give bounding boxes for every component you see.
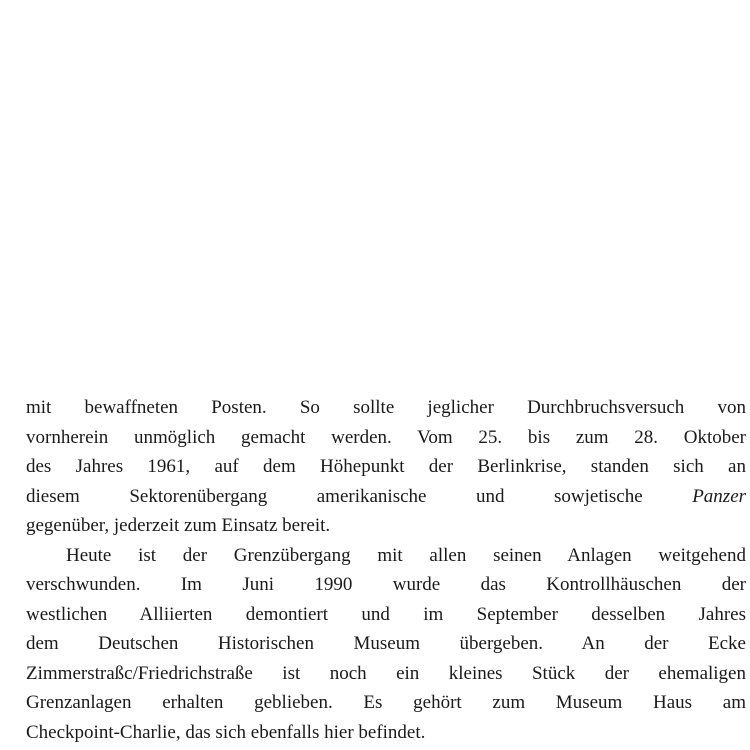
text-line: gegenüber, jederzeit zum Einsatz bereit.	[26, 515, 331, 536]
text-segment: diesem Sektorenübergang amerikanische und sowjetische	[26, 485, 643, 507]
text-line: vornherein unmöglich gemacht werden. Vom 25. bis zum 28. Oktober	[26, 426, 746, 448]
text-line: Zimmerstraßc/Friedrichstraße ist noch ein kleines Stück der ehemaligen	[26, 662, 746, 684]
italic-word: Panzer	[692, 485, 747, 507]
paragraph-2	[26, 541, 746, 748]
text-line: mit bewaffneten Posten. So sollte jeglicher Durchbruchsversuch von	[26, 397, 746, 418]
paragraph-1	[26, 393, 746, 541]
text-line: Grenzanlagen erhalten geblieben. Es gehört zum Museum Haus am	[26, 692, 746, 713]
text-line: Checkpoint-Charlie, das sich ebenfalls hier befindet.	[26, 721, 426, 743]
body-text	[26, 393, 746, 747]
text-line: westlichen Alliierten demontiert und im September desselben Jahres	[26, 603, 746, 625]
text-line: Heute ist der Grenzübergang mit allen seinen Anlagen weitgehend	[66, 544, 746, 566]
text-line: verschwunden. Im Juni 1990 wurde das Kontrollhäuschen der	[26, 574, 746, 595]
text-line: dem Deutschen Historischen Museum übergeben. An der Ecke	[26, 633, 746, 654]
text-line: des Jahres 1961, auf dem Höhepunkt der Berlinkrise, standen sich an	[26, 456, 746, 477]
text-line	[26, 482, 746, 512]
